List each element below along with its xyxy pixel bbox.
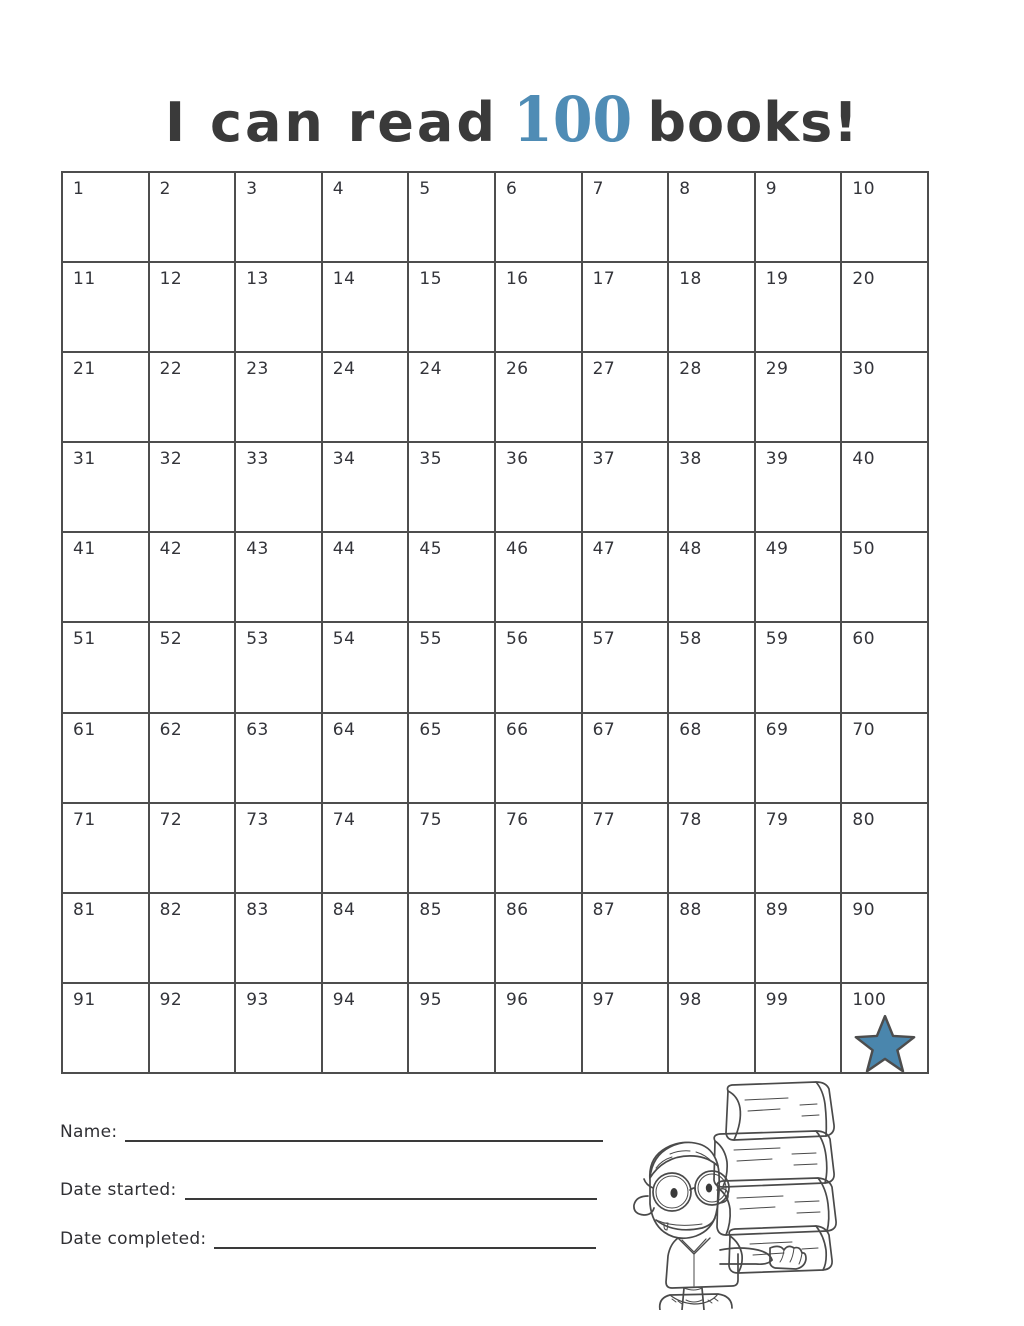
- grid-cell[interactable]: [236, 714, 323, 804]
- grid-cell-number: 81: [73, 899, 96, 920]
- grid-cell[interactable]: [496, 804, 583, 894]
- grid-cell[interactable]: [669, 804, 756, 894]
- grid-cell-number: 26: [505, 359, 529, 380]
- grid-cell-number: 95: [419, 989, 443, 1010]
- grid-cell-number: 88: [679, 899, 702, 920]
- grid-cell[interactable]: [63, 533, 150, 623]
- grid-cell[interactable]: [756, 443, 843, 533]
- page-title: [0, 83, 1024, 156]
- grid-cell-number: 21: [73, 359, 96, 380]
- grid-cell[interactable]: [236, 173, 323, 263]
- grid-cell-number: 83: [246, 899, 269, 920]
- grid-cell[interactable]: [496, 173, 583, 263]
- grid-cell[interactable]: [756, 804, 843, 894]
- name-label: Name:: [60, 1122, 118, 1142]
- grid-cell-number: 57: [592, 629, 616, 650]
- grid-cell[interactable]: [669, 623, 756, 713]
- grid-cell[interactable]: [842, 804, 929, 894]
- grid-cell[interactable]: [583, 533, 670, 623]
- grid-cell[interactable]: [583, 804, 670, 894]
- grid-cell-number: 54: [332, 629, 356, 650]
- grid-cell-number: 85: [419, 899, 443, 920]
- grid-cell[interactable]: [409, 173, 496, 263]
- date-completed-field-row: [60, 1229, 596, 1259]
- grid-cell[interactable]: [842, 443, 929, 533]
- grid-cell-number: 48: [679, 539, 702, 560]
- grid-cell[interactable]: [756, 714, 843, 804]
- grid-cell-number: 72: [159, 809, 183, 830]
- grid-cell-number: 53: [246, 629, 269, 650]
- boy-with-books-illustration: [620, 1078, 875, 1310]
- grid-cell-number: 77: [592, 809, 616, 830]
- grid-cell-number: 96: [505, 989, 529, 1010]
- grid-cell-number: 40: [852, 449, 876, 470]
- grid-cell-number: 30: [852, 359, 876, 380]
- grid-cell[interactable]: [583, 173, 670, 263]
- grid-cell[interactable]: [236, 894, 323, 984]
- grid-cell[interactable]: [409, 263, 496, 353]
- grid-cell-number: 62: [159, 719, 183, 740]
- grid-cell-number: 45: [419, 539, 443, 560]
- grid-cell[interactable]: [756, 623, 843, 713]
- grid-cell[interactable]: [236, 263, 323, 353]
- grid-cell-number: 10: [852, 179, 876, 199]
- grid-cell-number: 43: [246, 539, 269, 560]
- grid-cell[interactable]: [409, 353, 496, 443]
- grid-cell-number: 52: [159, 629, 183, 650]
- grid-cell-number: 24: [332, 359, 356, 380]
- grid-cell-number: 84: [332, 899, 356, 920]
- grid-cell-number: 80: [852, 809, 876, 830]
- grid-cell-number: 12: [159, 269, 183, 290]
- grid-cell[interactable]: [409, 804, 496, 894]
- grid-cell[interactable]: [63, 353, 150, 443]
- grid-cell[interactable]: [756, 894, 843, 984]
- grid-cell-number: 4: [332, 179, 345, 199]
- grid-cell-number: 93: [246, 989, 269, 1010]
- grid-cell[interactable]: [669, 353, 756, 443]
- grid-cell[interactable]: [323, 894, 410, 984]
- grid-cell-number: 55: [419, 629, 443, 650]
- grid-cell-number: 27: [592, 359, 616, 380]
- grid-cell-number: 38: [679, 449, 702, 470]
- grid-cell-number: 78: [679, 809, 702, 830]
- grid-cell[interactable]: [583, 714, 670, 804]
- grid-cell[interactable]: [323, 353, 410, 443]
- grid-cell[interactable]: [150, 353, 237, 443]
- grid-cell-number: 46: [505, 539, 529, 560]
- grid-cell[interactable]: [323, 714, 410, 804]
- grid-cell-number: 98: [679, 989, 702, 1010]
- grid-cell[interactable]: [842, 353, 929, 443]
- grid-cell-number: 37: [592, 449, 616, 470]
- grid-cell[interactable]: [63, 804, 150, 894]
- date-started-label: Date started:: [60, 1180, 177, 1200]
- grid-cell-number: 63: [246, 719, 269, 740]
- grid-cell[interactable]: [669, 984, 756, 1074]
- grid-cell[interactable]: [150, 623, 237, 713]
- grid-cell-number: 73: [246, 809, 269, 830]
- grid-cell[interactable]: [63, 173, 150, 263]
- grid-cell[interactable]: [236, 443, 323, 533]
- grid-cell[interactable]: [583, 443, 670, 533]
- grid-cell-number: 75: [419, 809, 443, 830]
- grid-cell-number: 14: [332, 269, 356, 290]
- grid-cell-number: 47: [592, 539, 616, 560]
- grid-cell-number: 17: [592, 269, 616, 290]
- grid-cell[interactable]: [409, 533, 496, 623]
- grid-cell[interactable]: [669, 714, 756, 804]
- grid-cell-number: 3: [246, 179, 258, 199]
- grid-cell[interactable]: [409, 984, 496, 1074]
- grid-cell-number: 24: [419, 359, 443, 380]
- grid-cell-number: 89: [765, 899, 789, 920]
- grid-cell-number: 100: [852, 989, 887, 1010]
- grid-cell[interactable]: [150, 173, 237, 263]
- grid-cell[interactable]: [842, 533, 929, 623]
- grid-cell[interactable]: [496, 443, 583, 533]
- grid-cell-number: 34: [332, 449, 356, 470]
- grid-cell-number: 99: [765, 989, 789, 1010]
- grid-cell-number: 41: [73, 539, 96, 560]
- grid-cell[interactable]: [323, 533, 410, 623]
- date-started-field-row: [60, 1180, 597, 1210]
- grid-cell[interactable]: [756, 353, 843, 443]
- grid-cell[interactable]: [236, 623, 323, 713]
- title-text-before: I can read: [165, 91, 498, 155]
- grid-cell[interactable]: [150, 263, 237, 353]
- date-completed-label: Date completed:: [60, 1229, 207, 1249]
- grid-cell[interactable]: [842, 173, 929, 263]
- grid-cell[interactable]: [756, 173, 843, 263]
- grid-cell[interactable]: [496, 533, 583, 623]
- grid-cell[interactable]: [583, 353, 670, 443]
- grid-cell[interactable]: [236, 533, 323, 623]
- grid-cell-number: 11: [73, 269, 96, 290]
- title-text-after: books!: [647, 91, 859, 155]
- grid-cell-number: 68: [679, 719, 702, 740]
- grid-cell-number: 94: [332, 989, 356, 1010]
- grid-cell[interactable]: [63, 443, 150, 533]
- grid-cell-number: 65: [419, 719, 443, 740]
- grid-cell[interactable]: [323, 263, 410, 353]
- grid-cell[interactable]: [756, 263, 843, 353]
- grid-cell[interactable]: [409, 623, 496, 713]
- grid-cell[interactable]: [496, 714, 583, 804]
- grid-cell[interactable]: [842, 894, 929, 984]
- grid-cell[interactable]: [323, 984, 410, 1074]
- grid-cell-number: 28: [679, 359, 702, 380]
- grid-cell-number: 91: [73, 989, 96, 1010]
- grid-cell-number: 2: [159, 179, 171, 199]
- date-started-input-line[interactable]: [185, 1184, 597, 1200]
- grid-cell[interactable]: [583, 263, 670, 353]
- grid-cell-number: 8: [679, 179, 691, 199]
- grid-cell[interactable]: [496, 623, 583, 713]
- grid-cell[interactable]: [236, 984, 323, 1074]
- title-number-100: 100: [513, 83, 633, 157]
- grid-cell[interactable]: [323, 443, 410, 533]
- grid-cell-number: 51: [73, 629, 96, 650]
- grid-cell-number: 20: [852, 269, 876, 290]
- grid-cell-number: 29: [765, 359, 789, 380]
- grid-cell[interactable]: [409, 714, 496, 804]
- grid-cell[interactable]: [496, 894, 583, 984]
- grid-cell[interactable]: [63, 984, 150, 1074]
- grid-cell-number: 22: [159, 359, 183, 380]
- grid-cell[interactable]: [150, 443, 237, 533]
- grid-cell[interactable]: [150, 894, 237, 984]
- grid-cell-number: 13: [246, 269, 269, 290]
- grid-cell[interactable]: [63, 263, 150, 353]
- grid-cell-number: 87: [592, 899, 616, 920]
- grid-cell-number: 67: [592, 719, 616, 740]
- grid-cell-number: 92: [159, 989, 183, 1010]
- grid-cell-number: 86: [505, 899, 529, 920]
- grid-cell-number: 31: [73, 449, 96, 470]
- grid-cell[interactable]: [496, 263, 583, 353]
- grid-cell-number: 61: [73, 719, 96, 740]
- grid-cell[interactable]: [63, 894, 150, 984]
- grid-cell-number: 79: [765, 809, 789, 830]
- grid-cell[interactable]: [669, 533, 756, 623]
- grid-cell[interactable]: [756, 533, 843, 623]
- grid-cell-number: 60: [852, 629, 876, 650]
- grid-cell-number: 15: [419, 269, 443, 290]
- grid-cell[interactable]: [496, 984, 583, 1074]
- grid-cell-number: 36: [505, 449, 529, 470]
- grid-cell[interactable]: [669, 894, 756, 984]
- grid-cell-number: 19: [765, 269, 789, 290]
- grid-cell-number: 90: [852, 899, 876, 920]
- grid-cell-number: 66: [505, 719, 529, 740]
- date-completed-input-line[interactable]: [214, 1233, 596, 1249]
- grid-cell[interactable]: [323, 623, 410, 713]
- grid-cell[interactable]: [583, 984, 670, 1074]
- grid-cell-number: 1: [73, 179, 85, 199]
- grid-cell[interactable]: [150, 984, 237, 1074]
- grid-cell-number: 42: [159, 539, 183, 560]
- grid-cell-number: 82: [159, 899, 183, 920]
- grid-cell-number: 6: [505, 179, 518, 199]
- grid-cell-number: 35: [419, 449, 443, 470]
- grid-cell-number: 58: [679, 629, 702, 650]
- grid-cell-number: 49: [765, 539, 789, 560]
- grid-cell[interactable]: [150, 714, 237, 804]
- grid-cell[interactable]: [669, 263, 756, 353]
- grid-cell-number: 5: [419, 179, 431, 199]
- achievement-star-icon: [854, 1014, 916, 1074]
- grid-cell[interactable]: [236, 804, 323, 894]
- grid-cell-number: 74: [332, 809, 356, 830]
- name-input-line[interactable]: [125, 1126, 603, 1142]
- grid-cell-number: 56: [505, 629, 529, 650]
- grid-cell[interactable]: [150, 804, 237, 894]
- grid-cell-number: 71: [73, 809, 96, 830]
- grid-cell[interactable]: [583, 623, 670, 713]
- grid-cell[interactable]: [842, 984, 929, 1074]
- grid-cell-number: 50: [852, 539, 876, 560]
- grid-cell[interactable]: [63, 714, 150, 804]
- grid-cell[interactable]: [842, 623, 929, 713]
- grid-cell[interactable]: [409, 894, 496, 984]
- grid-cell-number: 9: [765, 179, 778, 199]
- grid-cell-number: 16: [505, 269, 529, 290]
- grid-cell[interactable]: [842, 263, 929, 353]
- grid-cell[interactable]: [150, 533, 237, 623]
- grid-cell[interactable]: [236, 353, 323, 443]
- grid-cell-number: 97: [592, 989, 616, 1010]
- grid-cell[interactable]: [409, 443, 496, 533]
- grid-cell[interactable]: [583, 894, 670, 984]
- grid-cell[interactable]: [63, 623, 150, 713]
- grid-cell-number: 18: [679, 269, 702, 290]
- book-tracker-grid: [61, 171, 929, 1074]
- grid-cell-number: 76: [505, 809, 529, 830]
- grid-cell[interactable]: [669, 173, 756, 263]
- grid-cell-number: 70: [852, 719, 876, 740]
- grid-cell[interactable]: [669, 443, 756, 533]
- grid-cell-number: 7: [592, 179, 604, 199]
- grid-cell[interactable]: [323, 173, 410, 263]
- grid-cell[interactable]: [323, 804, 410, 894]
- grid-cell[interactable]: [842, 714, 929, 804]
- grid-cell-number: 59: [765, 629, 789, 650]
- grid-cell-number: 39: [765, 449, 789, 470]
- grid-cell-number: 64: [332, 719, 356, 740]
- grid-cell[interactable]: [756, 984, 843, 1074]
- name-field-row: [60, 1122, 603, 1152]
- grid-cell-number: 44: [332, 539, 356, 560]
- grid-cell[interactable]: [496, 353, 583, 443]
- grid-cell-number: 32: [159, 449, 183, 470]
- grid-cell-number: 69: [765, 719, 789, 740]
- grid-cell-number: 23: [246, 359, 269, 380]
- grid-cell-number: 33: [246, 449, 269, 470]
